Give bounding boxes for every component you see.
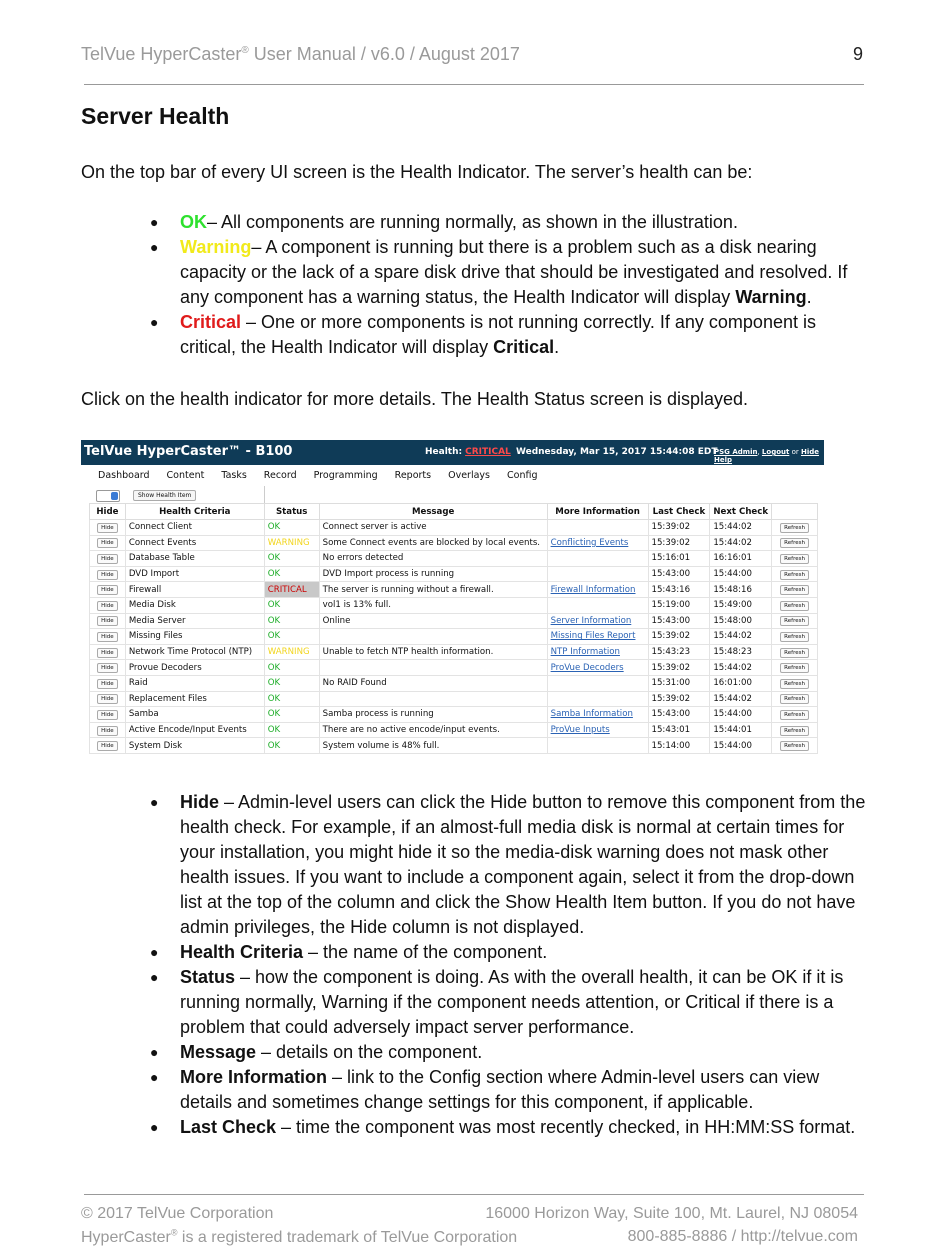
click-paragraph: Click on the health indicator for more details. The Health Status screen is displayed.: [81, 389, 749, 409]
more-info-cell: [547, 722, 648, 738]
hide-cell: [90, 738, 126, 754]
refresh-button[interactable]: Refresh: [780, 663, 809, 673]
next-check-cell: 15:44:00: [710, 707, 772, 723]
hide-cell: [90, 582, 126, 598]
refresh-cell: [772, 613, 818, 629]
refresh-cell: [772, 597, 818, 613]
message-cell: [319, 660, 547, 676]
next-check-cell: 15:49:00: [710, 597, 772, 613]
table-row: [90, 691, 818, 707]
col-status: Status: [264, 504, 319, 520]
criteria-cell: DVD Import: [125, 566, 264, 582]
footer-trademark: HyperCaster® is a registered trademark of TelVue Corporation: [81, 1228, 518, 1247]
health-states-list: [180, 210, 872, 360]
refresh-cell: [772, 738, 818, 754]
footer-address: 16000 Horizon Way, Suite 100, Mt. Laurel, NJ 08054: [485, 1205, 858, 1222]
more-info-cell: [547, 691, 648, 707]
refresh-button[interactable]: Refresh: [780, 601, 809, 611]
page-header: [81, 44, 863, 65]
table-row: [90, 722, 818, 738]
hide-cell: [90, 644, 126, 660]
criteria-cell: Media Server: [125, 613, 264, 629]
status-cell: OK: [264, 520, 319, 536]
criteria-cell: Missing Files: [125, 629, 264, 645]
criteria-cell: Samba: [125, 707, 264, 723]
refresh-button[interactable]: Refresh: [780, 585, 809, 595]
refresh-button[interactable]: Refresh: [780, 523, 809, 533]
column-divider: [264, 486, 265, 504]
health-status-screenshot: [81, 440, 824, 754]
criteria-cell: Raid: [125, 675, 264, 691]
hide-button[interactable]: Hide: [97, 726, 118, 736]
def-more-information: ● More Information – link to the Config section where Admin-level users can view details and sometimes change settings for this component, if applicable.: [180, 1065, 872, 1115]
more-info-link[interactable]: NTP Information: [550, 647, 620, 658]
last-check-cell: 15:14:00: [648, 738, 710, 754]
table-row: [90, 629, 818, 645]
hide-button[interactable]: Hide: [97, 554, 118, 564]
refresh-cell: [772, 722, 818, 738]
header-title: TelVue HyperCaster® User Manual / v6.0 / August 2017: [81, 44, 520, 64]
next-check-cell: 15:44:02: [710, 629, 772, 645]
table-row: [90, 582, 818, 598]
message-cell: No RAID Found: [319, 675, 547, 691]
col-message: Message: [319, 504, 547, 520]
hide-button[interactable]: Hide: [97, 570, 118, 580]
health-table-body: [90, 520, 818, 754]
refresh-button[interactable]: Refresh: [780, 679, 809, 689]
status-cell: OK: [264, 629, 319, 645]
hide-cell: [90, 520, 126, 536]
footer-divider: [84, 1194, 864, 1195]
refresh-cell: [772, 582, 818, 598]
message-cell: [319, 629, 547, 645]
nav-content[interactable]: Content: [166, 469, 205, 481]
refresh-button[interactable]: Refresh: [780, 694, 809, 704]
message-cell: vol1 is 13% full.: [319, 597, 547, 613]
footer-line-2: [81, 1228, 858, 1247]
next-check-cell: 15:44:02: [710, 535, 772, 551]
state-ok: ● OK– All components are running normally, as shown in the illustration.: [180, 210, 872, 235]
status-cell: OK: [264, 738, 319, 754]
nav-programming[interactable]: Programming: [313, 469, 378, 481]
status-cell: OK: [264, 597, 319, 613]
hide-button[interactable]: Hide: [97, 523, 118, 533]
message-cell: DVD Import process is running: [319, 566, 547, 582]
last-check-cell: 15:39:02: [648, 629, 710, 645]
more-info-link[interactable]: Server Information: [550, 615, 632, 626]
status-cell: OK: [264, 707, 319, 723]
intro-paragraph: On the top bar of every UI screen is the Health Indicator. The server’s health can be:: [81, 162, 753, 182]
refresh-cell: [772, 644, 818, 660]
brand-title: TelVue HyperCaster™ - B100: [84, 444, 293, 459]
table-row: [90, 738, 818, 754]
status-cell: OK: [264, 613, 319, 629]
footer-contact: 800-885-8886 / http://telvue.com: [627, 1228, 858, 1245]
status-cell: WARNING: [264, 535, 319, 551]
refresh-cell: [772, 520, 818, 536]
def-status: ● Status – how the component is doing. As with the overall health, it can be OK if it is running normally, Warning if the component needs attention, or Critical if there is a problem that could adversely impact server performance.: [180, 965, 872, 1040]
criteria-cell: Active Encode/Input Events: [125, 722, 264, 738]
message-cell: Connect server is active: [319, 520, 547, 536]
refresh-cell: [772, 629, 818, 645]
hide-button[interactable]: Hide: [97, 648, 118, 658]
hide-cell: [90, 629, 126, 645]
more-info-link[interactable]: Samba Information: [550, 709, 633, 720]
col-last-check: Last Check: [648, 504, 710, 520]
criteria-cell: Network Time Protocol (NTP): [125, 644, 264, 660]
footer-copyright: © 2017 TelVue Corporation: [81, 1205, 274, 1222]
section-title: Server Health: [81, 103, 230, 129]
more-info-cell: [547, 644, 648, 660]
status-cell: WARNING: [264, 644, 319, 660]
refresh-button[interactable]: Refresh: [780, 632, 809, 642]
last-check-cell: 15:43:01: [648, 722, 710, 738]
def-last-check: ● Last Check – time the component was most recently checked, in HH:MM:SS format.: [180, 1115, 872, 1140]
more-info-cell: [547, 551, 648, 567]
last-check-cell: 15:19:00: [648, 597, 710, 613]
nav-overlays[interactable]: Overlays: [448, 469, 490, 481]
message-cell: Samba process is running: [319, 707, 547, 723]
def-hide: ● Hide – Admin-level users can click the Hide button to remove this component from the health check. For example, if an almost-full media disk is normal at certain times for your installation, you might hide it so the media-disk warning does not mask other health issues. If you want to include a component again, select it from the drop-down list at the top of the column and click the Show Health Item button. If you do not have admin privileges, the Hide column is not displayed.: [180, 790, 872, 940]
hide-button[interactable]: Hide: [97, 585, 118, 595]
hide-button[interactable]: Hide: [97, 679, 118, 689]
col-hide: Hide: [90, 504, 126, 520]
last-check-cell: 15:39:02: [648, 535, 710, 551]
next-check-cell: 15:48:00: [710, 613, 772, 629]
refresh-cell: [772, 675, 818, 691]
refresh-cell: [772, 535, 818, 551]
hide-cell: [90, 691, 126, 707]
more-info-cell: [547, 520, 648, 536]
more-info-cell: [547, 582, 648, 598]
hide-cell: [90, 535, 126, 551]
table-row: [90, 566, 818, 582]
message-cell: System volume is 48% full.: [319, 738, 547, 754]
table-row: [90, 597, 818, 613]
hide-button[interactable]: Hide: [97, 616, 118, 626]
hide-help-link[interactable]: Hide Help: [714, 448, 819, 464]
hide-button[interactable]: Hide: [97, 710, 118, 720]
next-check-cell: 15:44:02: [710, 691, 772, 707]
def-health-criteria: ● Health Criteria – the name of the component.: [180, 940, 872, 965]
message-cell: Unable to fetch NTP health information.: [319, 644, 547, 660]
criteria-cell: Connect Client: [125, 520, 264, 536]
hide-cell: [90, 675, 126, 691]
criteria-cell: System Disk: [125, 738, 264, 754]
hide-cell: [90, 707, 126, 723]
more-info-cell: [547, 675, 648, 691]
status-cell: OK: [264, 722, 319, 738]
state-critical: ● Critical – One or more components is not running correctly. If any component is critical, the Health Indicator will display Critical.: [180, 310, 872, 360]
logout-link[interactable]: Logout: [761, 448, 790, 456]
table-row: [90, 644, 818, 660]
refresh-button[interactable]: Refresh: [780, 726, 809, 736]
last-check-cell: 15:43:00: [648, 613, 710, 629]
message-cell: Some Connect events are blocked by local events.: [319, 535, 547, 551]
refresh-button[interactable]: Refresh: [780, 710, 809, 720]
next-check-cell: 15:48:16: [710, 582, 772, 598]
last-check-cell: 15:43:00: [648, 566, 710, 582]
status-cell: OK: [264, 675, 319, 691]
more-info-cell: [547, 613, 648, 629]
column-definitions-list: [180, 790, 872, 1140]
hidden-items-dropdown[interactable]: [96, 490, 120, 502]
hide-button[interactable]: Hide: [97, 538, 118, 548]
hide-button[interactable]: Hide: [97, 663, 118, 673]
more-info-link[interactable]: ProVue Inputs: [550, 725, 610, 736]
nav-tasks[interactable]: Tasks: [221, 469, 247, 481]
status-cell: OK: [264, 691, 319, 707]
last-check-cell: 15:43:00: [648, 707, 710, 723]
datetime: Wednesday, Mar 15, 2017 15:44:08 EDT: [516, 447, 718, 457]
more-info-cell: [547, 629, 648, 645]
more-info-cell: [547, 597, 648, 613]
col-actions: [772, 504, 818, 520]
refresh-button[interactable]: Refresh: [780, 554, 809, 564]
hide-button[interactable]: Hide: [97, 601, 118, 611]
nav-record[interactable]: Record: [263, 469, 297, 481]
table-row: [90, 707, 818, 723]
next-check-cell: 15:48:23: [710, 644, 772, 660]
health-indicator[interactable]: Health: CRITICAL: [425, 447, 511, 457]
more-info-cell: [547, 566, 648, 582]
next-check-cell: 15:44:02: [710, 520, 772, 536]
hide-cell: [90, 660, 126, 676]
status-cell: OK: [264, 551, 319, 567]
hide-cell: [90, 597, 126, 613]
health-table: [89, 503, 818, 754]
main-nav: [81, 465, 824, 485]
next-check-cell: 15:44:02: [710, 660, 772, 676]
message-cell: [319, 691, 547, 707]
last-check-cell: 15:39:02: [648, 520, 710, 536]
def-message: ● Message – details on the component.: [180, 1040, 872, 1065]
table-row: [90, 613, 818, 629]
refresh-cell: [772, 707, 818, 723]
last-check-cell: 15:16:01: [648, 551, 710, 567]
message-cell: There are no active encode/input events.: [319, 722, 547, 738]
nav-reports[interactable]: Reports: [394, 469, 432, 481]
user-link[interactable]: PSG Admin: [714, 448, 758, 456]
page-number: 9: [852, 44, 863, 64]
table-row: [90, 551, 818, 567]
more-info-cell: [547, 535, 648, 551]
footer-line-1: [81, 1205, 858, 1223]
refresh-button[interactable]: Refresh: [780, 616, 809, 626]
top-bar: [81, 440, 824, 465]
message-cell: No errors detected: [319, 551, 547, 567]
hide-button[interactable]: Hide: [97, 694, 118, 704]
refresh-cell: [772, 551, 818, 567]
message-cell: The server is running without a firewall.: [319, 582, 547, 598]
hide-cell: [90, 722, 126, 738]
next-check-cell: 15:44:01: [710, 722, 772, 738]
hide-button[interactable]: Hide: [97, 741, 118, 751]
more-info-cell: [547, 707, 648, 723]
criteria-cell: Provue Decoders: [125, 660, 264, 676]
criteria-cell: Connect Events: [125, 535, 264, 551]
next-check-cell: 16:01:00: [710, 675, 772, 691]
last-check-cell: 15:43:16: [648, 582, 710, 598]
last-check-cell: 15:31:00: [648, 675, 710, 691]
show-health-item-button[interactable]: Show Health Item: [133, 490, 196, 501]
refresh-button[interactable]: Refresh: [780, 538, 809, 548]
message-cell: Online: [319, 613, 547, 629]
more-info-cell: [547, 738, 648, 754]
refresh-button[interactable]: Refresh: [780, 570, 809, 580]
criteria-cell: Firewall: [125, 582, 264, 598]
hide-cell: [90, 551, 126, 567]
table-row: [90, 520, 818, 536]
refresh-cell: [772, 660, 818, 676]
table-row: [90, 675, 818, 691]
nav-config[interactable]: Config: [507, 469, 538, 481]
status-cell: CRITICAL: [264, 582, 319, 598]
col-next-check: Next Check: [710, 504, 772, 520]
next-check-cell: 15:44:00: [710, 566, 772, 582]
col-health-criteria: Health Criteria: [125, 504, 264, 520]
more-info-link[interactable]: Conflicting Events: [550, 537, 629, 548]
refresh-button[interactable]: Refresh: [780, 741, 809, 751]
col-more-information: More Information: [547, 504, 648, 520]
criteria-cell: Media Disk: [125, 597, 264, 613]
hide-cell: [90, 613, 126, 629]
more-info-link[interactable]: ProVue Decoders: [550, 662, 624, 673]
more-info-link[interactable]: Firewall Information: [550, 584, 636, 595]
user-links: PSG Admin, Logout or Hide Help: [714, 448, 819, 464]
more-info-link[interactable]: Missing Files Report: [550, 631, 636, 642]
table-row: [90, 535, 818, 551]
next-check-cell: 16:16:01: [710, 551, 772, 567]
table-row: [90, 660, 818, 676]
last-check-cell: 15:39:02: [648, 691, 710, 707]
nav-dashboard[interactable]: Dashboard: [98, 469, 150, 481]
last-check-cell: 15:43:23: [648, 644, 710, 660]
status-cell: OK: [264, 566, 319, 582]
hide-button[interactable]: Hide: [97, 632, 118, 642]
header-divider: [84, 84, 864, 85]
status-cell: OK: [264, 660, 319, 676]
refresh-cell: [772, 691, 818, 707]
state-warning: ● Warning– A component is running but there is a problem such as a disk nearing capacity or the lack of a spare disk drive that should be investigated and resolved. If any component has a warning status, the Health Indicator will display Warning.: [180, 235, 872, 310]
refresh-button[interactable]: Refresh: [780, 648, 809, 658]
criteria-cell: Database Table: [125, 551, 264, 567]
hide-cell: [90, 566, 126, 582]
table-header-row: [90, 504, 818, 520]
last-check-cell: 15:39:02: [648, 660, 710, 676]
more-info-cell: [547, 660, 648, 676]
criteria-cell: Replacement Files: [125, 691, 264, 707]
next-check-cell: 15:44:00: [710, 738, 772, 754]
refresh-cell: [772, 566, 818, 582]
